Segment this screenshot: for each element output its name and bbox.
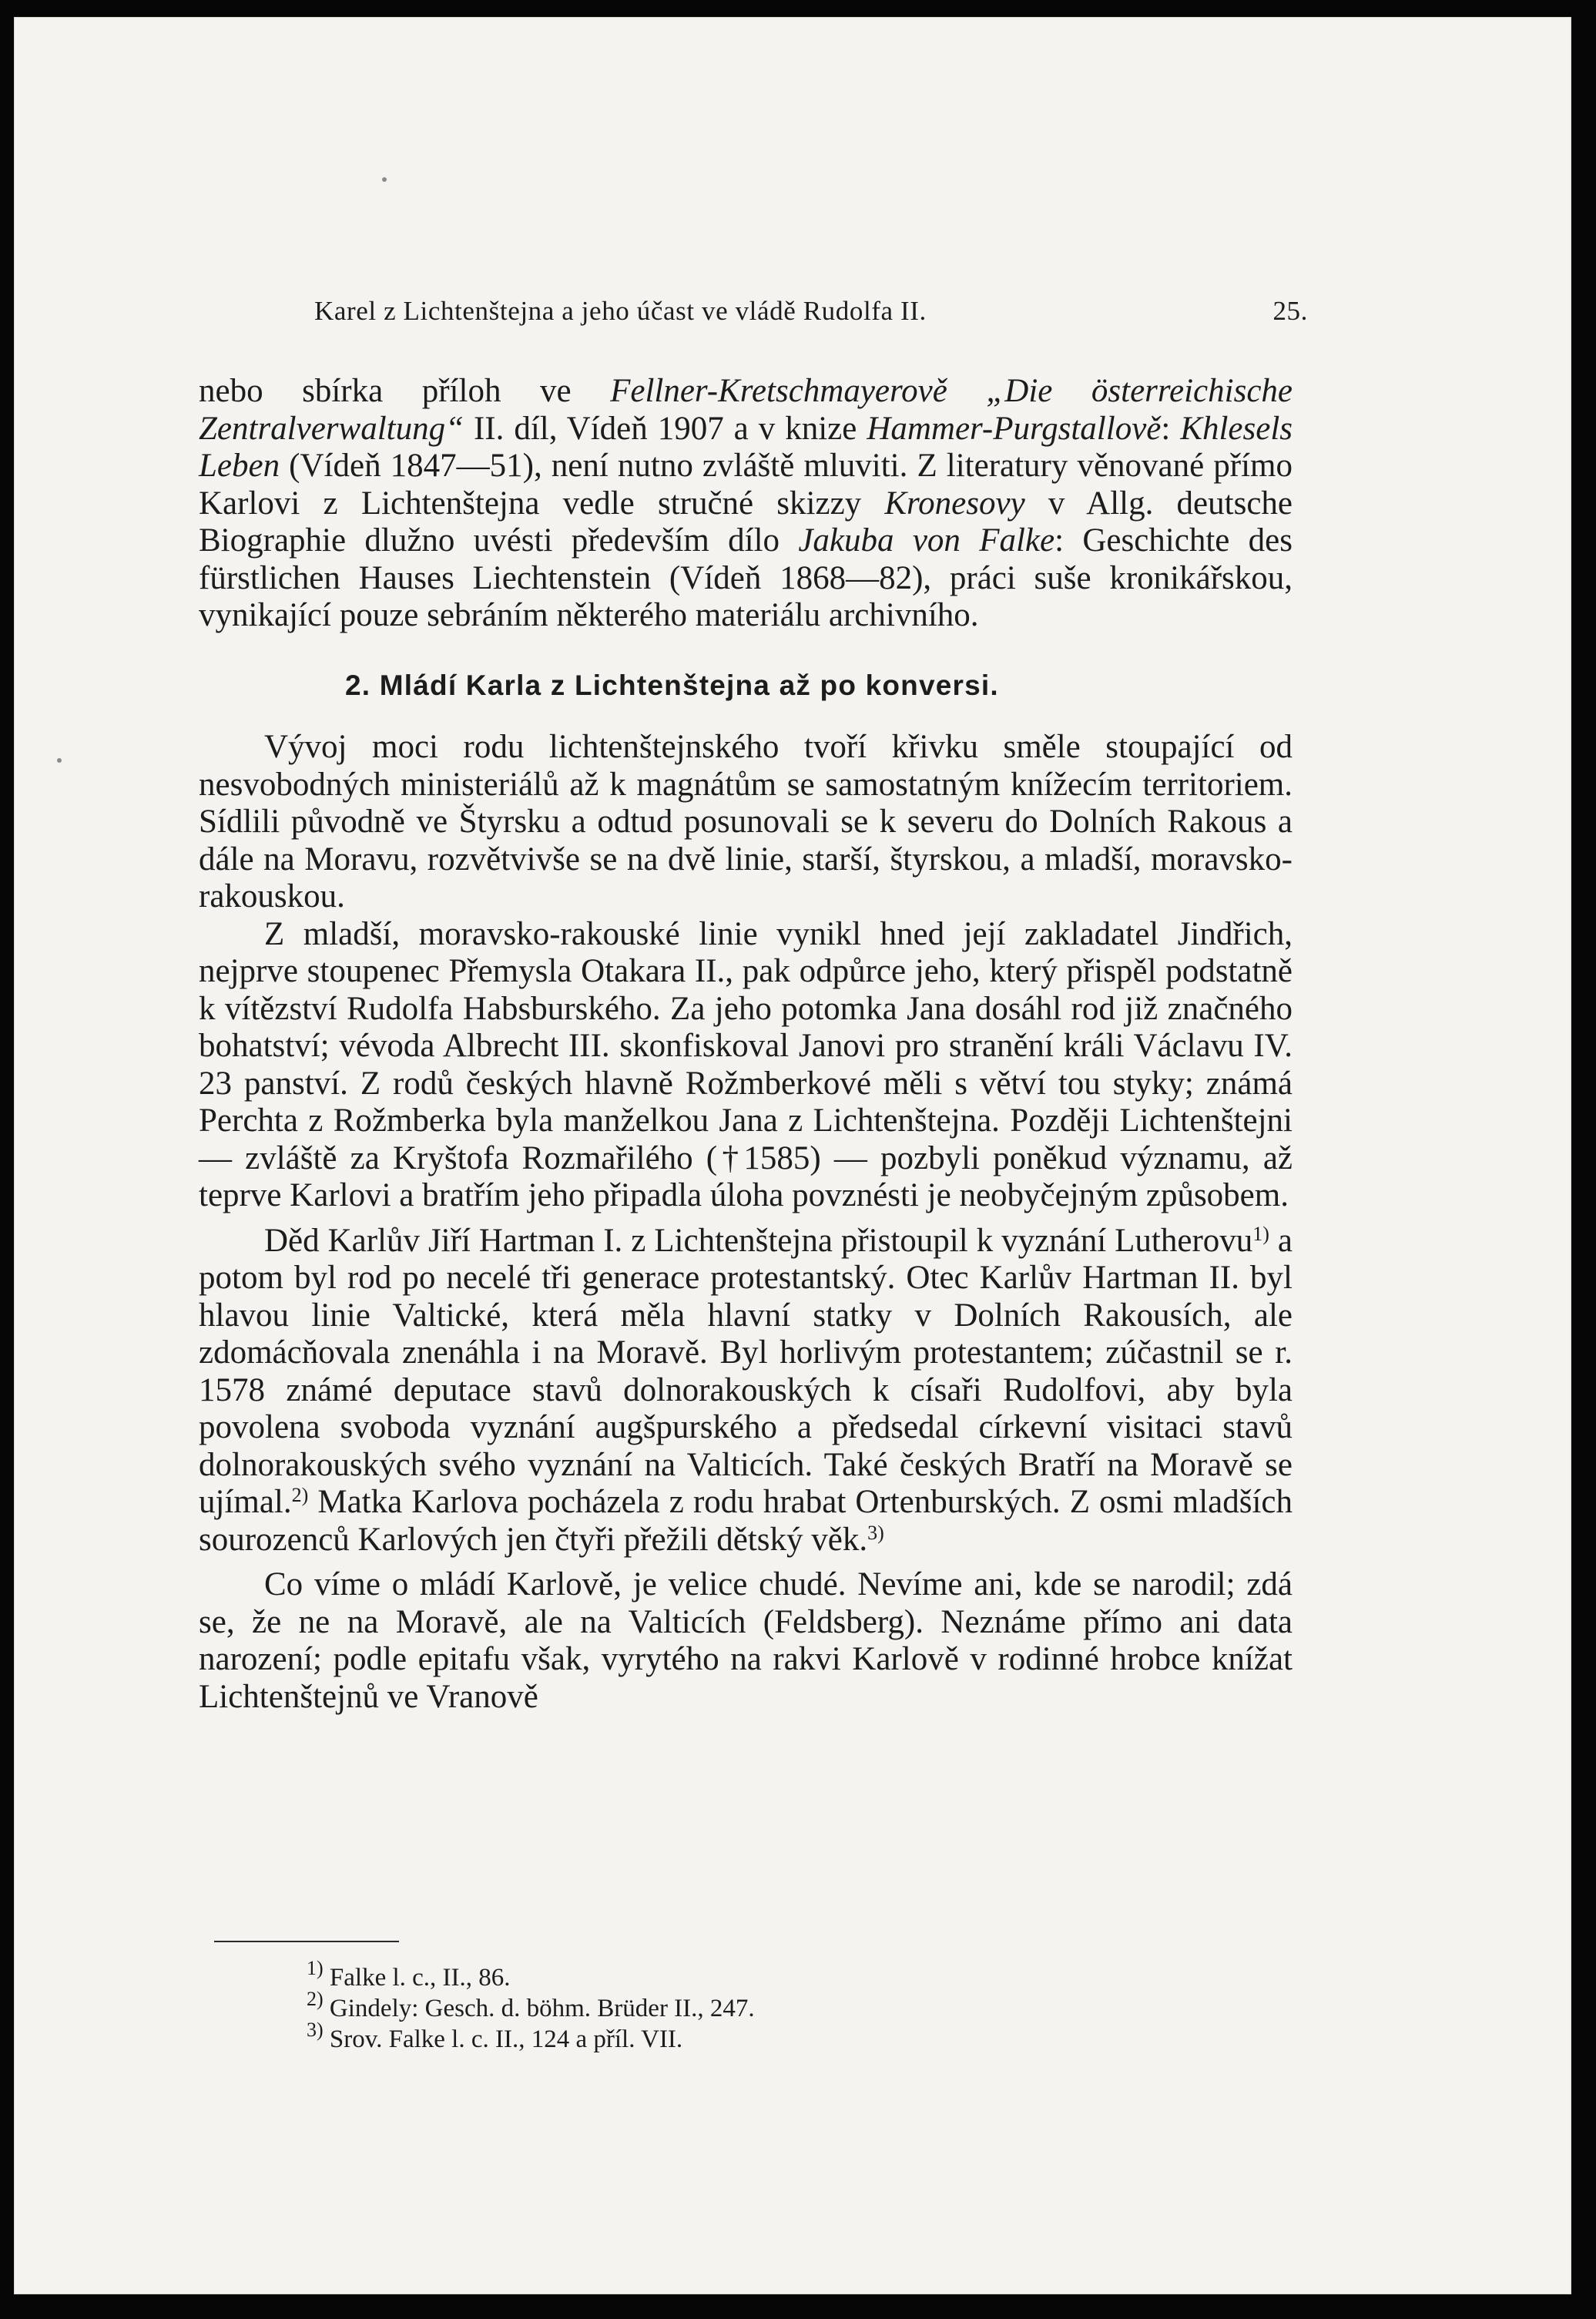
author-falke: Jakuba von Falke — [798, 522, 1055, 559]
footnote-text: Gindely: Gesch. d. böhm. Brüder II., 247. — [329, 1995, 755, 2022]
footnote-ref: 3) — [867, 1521, 884, 1544]
footnote-text: Srov. Falke l. c. II., 124 a příl. VII. — [329, 2025, 683, 2053]
footnotes — [307, 1957, 755, 2055]
scan-speck — [57, 758, 62, 763]
author-fellner: Fellner-Kretschmayerově — [610, 373, 947, 409]
page-sheet — [14, 17, 1571, 2294]
paragraph-1: Vývoj moci rodu lichtenštejnského tvoří křivku směle stoupající od nesvobodných ministeriálů až k magnátům se samostatným knížecím territoriem. Sídlili původně ve Štyrsku a odtud posunovali se k severu do Dolních Rakous a dále na Moravu, rozvětvivše se na dvě linie, starší, štyrskou, a mladší, moravsko-rakouskou. — [199, 729, 1293, 915]
author-hammer-purgstall: Hammer-Purgstallově — [867, 410, 1162, 447]
footnote-item — [307, 1957, 755, 1993]
intro-text: : Geschichte des fürstlichen Hauses Liechtenstein (Vídeň 1868—82), práci suše kronikářskou, vynikající pouze sebráním některého materiálu archivního. — [199, 522, 1293, 633]
footnote-mark: 1) — [307, 1957, 324, 1979]
footnote-mark: 3) — [307, 2019, 324, 2041]
title-zentralverwaltung: „Die österreichische Zentralverwaltung“ — [199, 373, 1293, 447]
title-khlesels-leben: Khlesels Leben — [199, 410, 1293, 484]
author-krones: Kronesovy — [884, 485, 1025, 522]
intro-text: : — [1161, 410, 1181, 447]
intro-paragraph — [199, 373, 1293, 635]
intro-text: (Vídeň 1847—51), není nutno zvláště mluviti. Z literatury věnované přímo Karlovi z Lichtenštejna vedle stručné skizzy — [199, 448, 1293, 522]
footnote-ref: 1) — [1252, 1222, 1269, 1245]
paragraph-3-text: Matka Karlova pocházela z rodu hrabat Ortenburských. Z osmi mladších sourozenců Karlových jen čtyři přežili dětský věk. — [199, 1484, 1293, 1558]
footnote-text: Falke l. c., II., 86. — [329, 1964, 511, 1992]
intro-text: nebo sbírka příloh ve — [199, 373, 611, 409]
intro-text: v Allg. deutsche Biographie dlužno uvésti především dílo — [199, 485, 1293, 559]
paragraph-3-text: a potom byl rod po necelé tři generace protestantský. Otec Karlův Hartman II. byl hlavou linie Valtické, která měla hlavní statky v Dolních Rakousích, ale zdomácňovala znenáhla i na Moravě. Byl horlivým protestantem; zúčastnil se r. 1578 známé deputace stavů dolnorakouských k císaři Rudolfovi, aby byla povolena svoboda vyznání augšpurského a předsedal církevní visitaci stavů dolnorakouských svého vyznání na Valticích. Také českých Bratří na Moravě se ujímal. — [199, 1222, 1293, 1520]
paragraph-3 — [199, 1223, 1293, 1559]
paragraph-2: Z mladší, moravsko-rakouské linie vynikl hned její zakladatel Jindřich, nejprve stoupenec Přemysla Otakara II., pak odpůrce jeho, který přispěl podstatně k vítězství Rudolfa Habsburského. Za jeho potomka Jana dosáhl rod již značného bohatství; vévoda Albrecht III. skonfiskoval Janovi pro stranění králi Václavu IV. 23 panství. Z rodů českých hlavně Rožmberkové měli s větví tou styky; známá Perchta z Rožmberka byla manželkou Jana z Lichtenštejna. Později Lichtenštejni — zvláště za Kryštofa Rozmařilého (†1585) — pozbyli poněkud významu, až teprve Karlovi a bratřím jeho připadla úloha povznésti je neobyčejným způsobem. — [199, 915, 1293, 1213]
section-heading: 2. Mládí Karla z Lichtenštejna až po konversi. — [345, 669, 999, 701]
footnote-item — [307, 2019, 755, 2055]
paragraph-3-text: Děd Karlův Jiří Hartman I. z Lichtenštejna přistoupil k vyznání Lutherovu — [264, 1222, 1253, 1259]
scan-speck — [382, 177, 387, 182]
footnote-mark: 2) — [307, 1988, 324, 2010]
running-head — [314, 296, 1308, 327]
footnote-divider — [214, 1941, 399, 1942]
footnote-item — [307, 1988, 755, 2024]
intro-text — [947, 373, 987, 409]
intro-text: II. díl, Vídeň 1907 a v knize — [464, 410, 867, 447]
running-title: Karel z Lichtenštejna a jeho účast ve vládě Rudolfa II. — [314, 296, 927, 326]
footnote-ref: 2) — [291, 1484, 309, 1506]
paragraph-4: Co víme o mládí Karlově, je velice chudé. Nevíme ani, kde se narodil; zdá se, že ne na Moravě, ale na Valticích (Feldsberg). Neznáme přímo ani data narození; podle epitafu však, vyrytého na rakvi Karlově v rodinné hrobce knížat Lichtenštejnů ve Vranově — [199, 1566, 1293, 1715]
page-number: 25. — [1272, 296, 1308, 326]
body-text — [199, 373, 1293, 1716]
